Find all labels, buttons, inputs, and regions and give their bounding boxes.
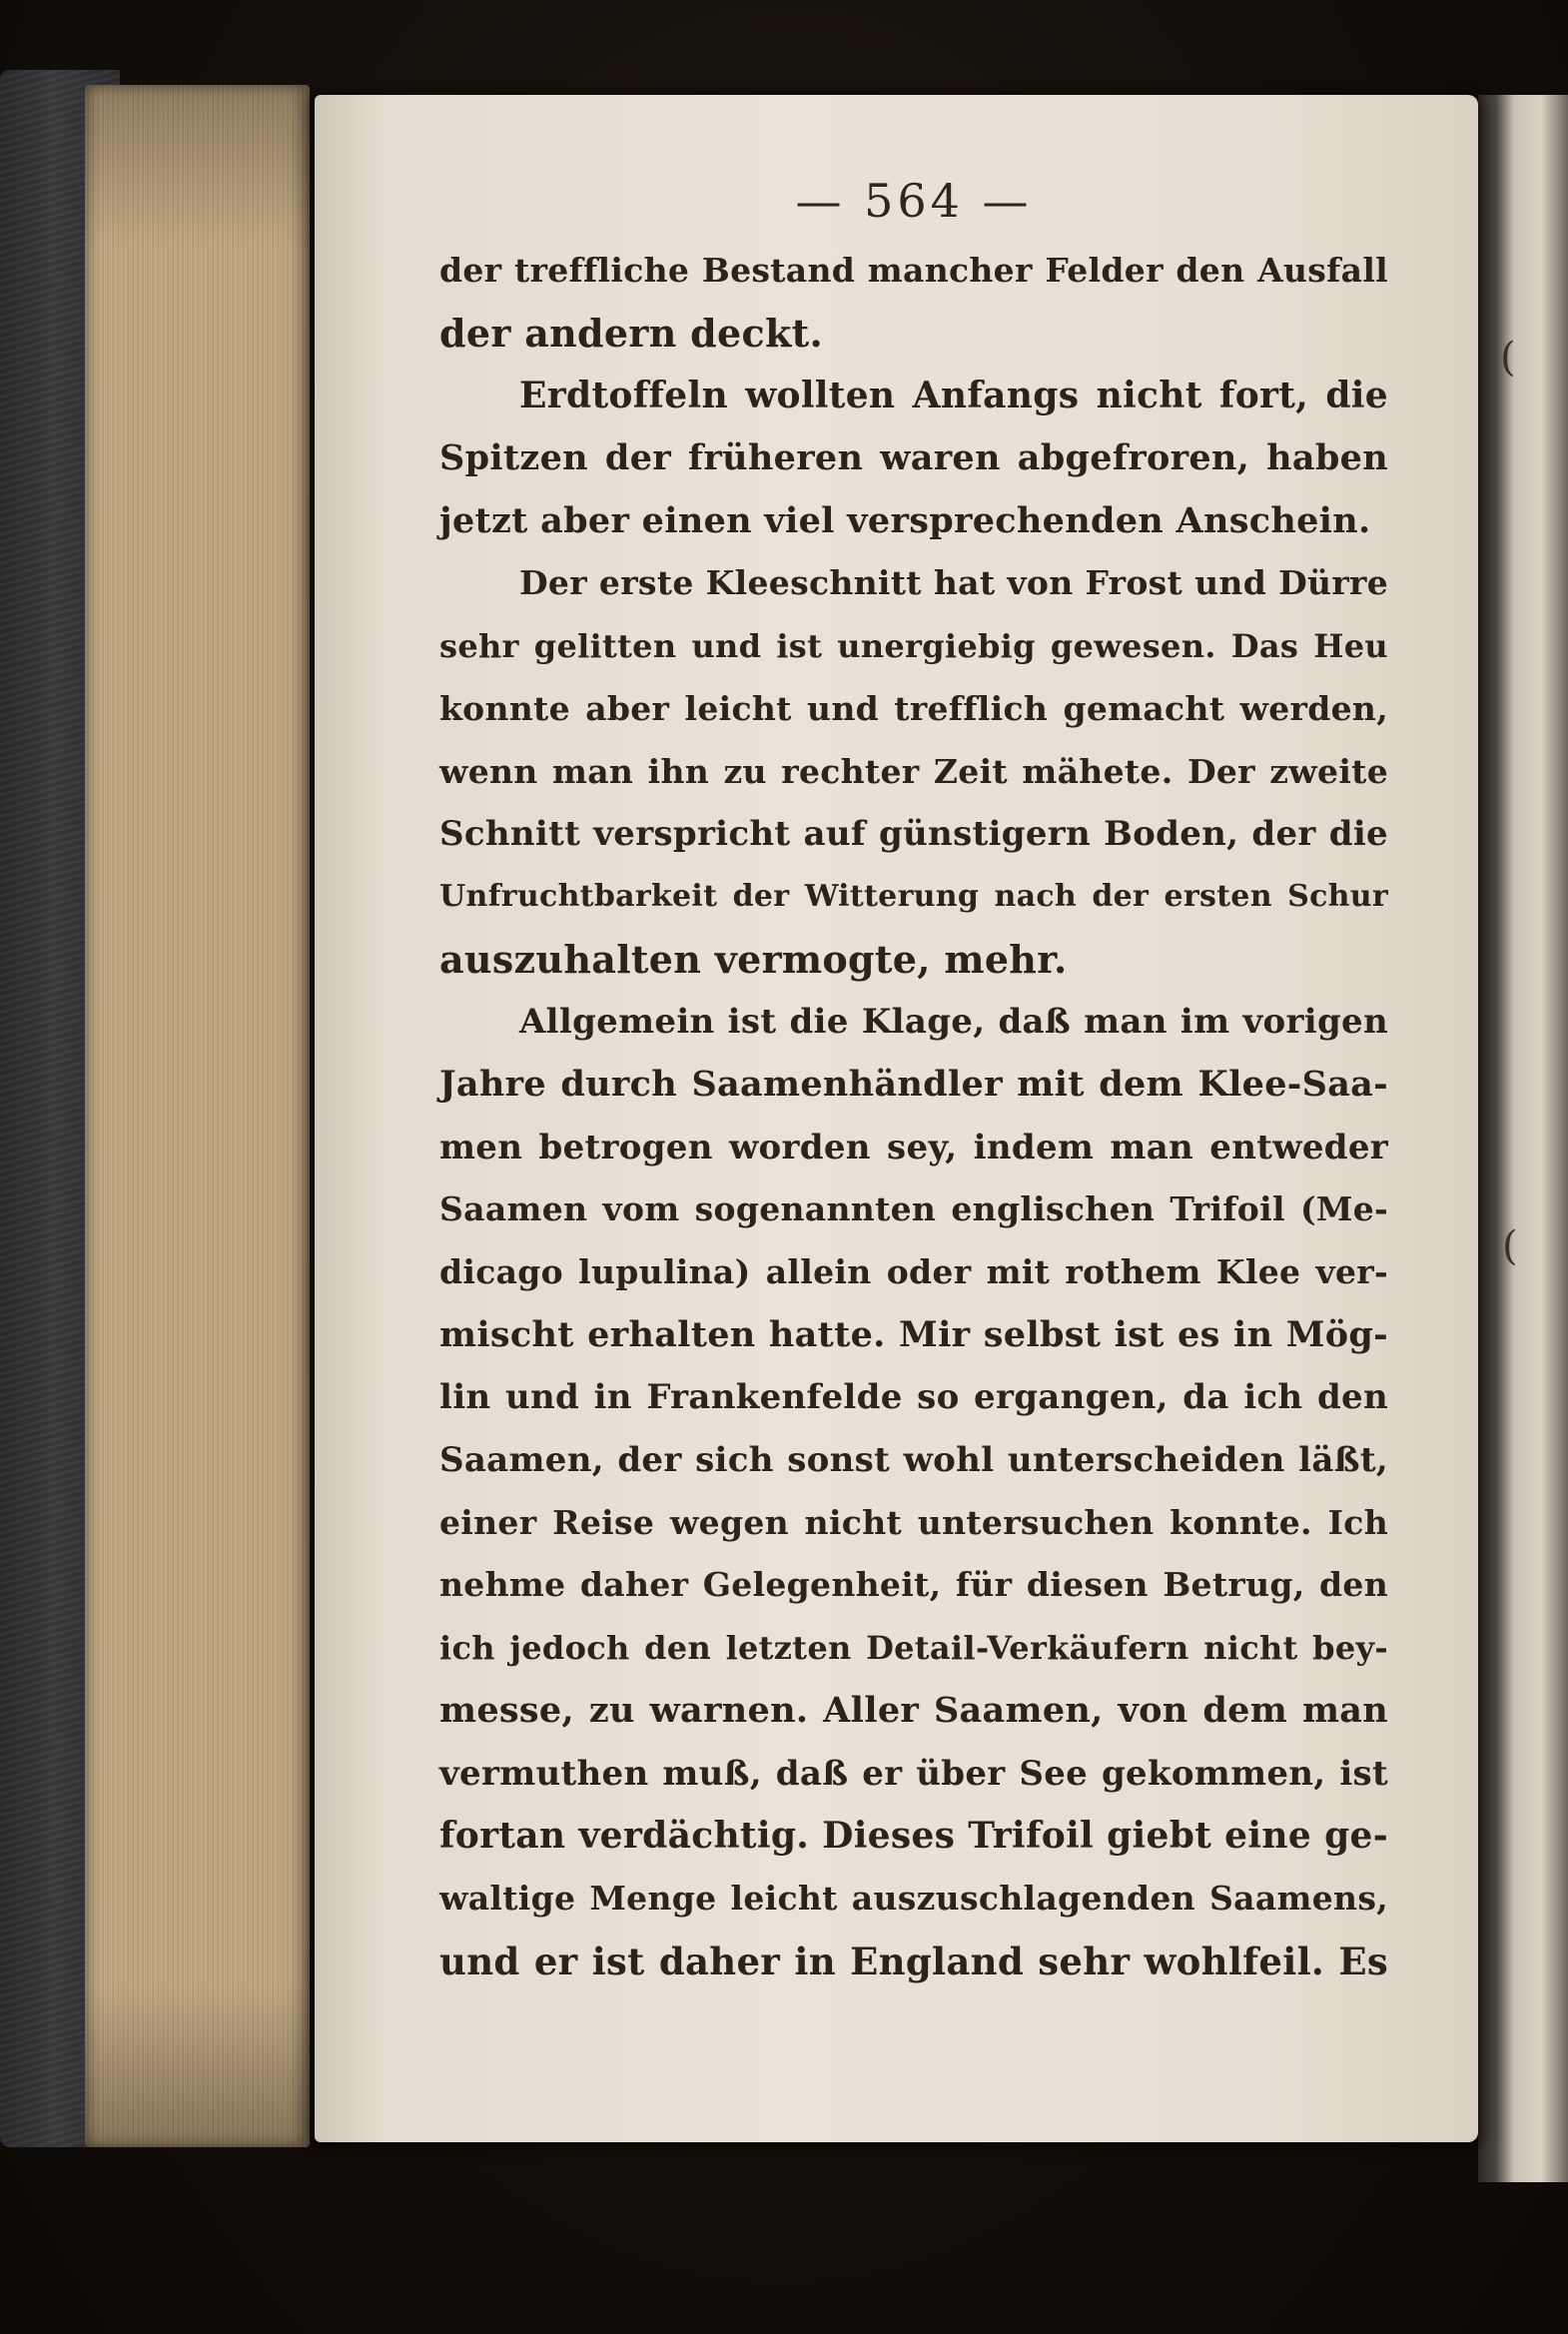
text-line: nehme daher Gelegenheit, für diesen Betrug, den xyxy=(439,1565,1388,1605)
text-line: Jahre durch Saamenhändler mit dem Klee-Saa- xyxy=(439,1063,1388,1105)
page-edges xyxy=(85,85,310,2147)
text-line: Der erste Kleeschnitt hat von Frost und Dürre xyxy=(519,563,1388,603)
text-line: mischt erhalten hatte. Mir selbst ist es in Mög- xyxy=(439,1313,1388,1355)
text-line: dicago lupulina) allein oder mit rothem Klee ver- xyxy=(439,1252,1388,1291)
text-line: jetzt aber einen viel versprechenden Anschein. xyxy=(439,499,1371,541)
text-line: Erdtoffeln wollten Anfangs nicht fort, die xyxy=(519,375,1388,417)
text-line: sehr gelitten und ist unergiebig gewesen. Das Heu xyxy=(439,627,1388,666)
text-line: konnte aber leicht und trefflich gemacht werden, xyxy=(439,688,1388,728)
page-number: — 564 — xyxy=(795,174,1033,228)
text-line: und er ist daher in England sehr wohlfeil. Es xyxy=(439,1939,1388,1983)
text-line: vermuthen muß, daß er über See gekommen, ist xyxy=(439,1753,1388,1794)
text-line: messe, zu warnen. Aller Saamen, von dem man xyxy=(439,1689,1388,1731)
text-line: Saamen vom sogenannten englischen Trifoil (Me- xyxy=(439,1189,1388,1229)
text-line: Saamen, der sich sonst wohl unterscheiden läßt, xyxy=(439,1440,1388,1481)
bleed-mark: ( xyxy=(1502,1223,1518,1269)
text-line: Unfruchtbarkeit der Witterung nach der ersten Schur xyxy=(439,878,1388,914)
page-text xyxy=(439,168,1388,1992)
bleed-mark: ( xyxy=(1500,335,1516,381)
next-page-edge xyxy=(1478,95,1568,2182)
text-line: ich jedoch den letzten Detail-Verkäufern nicht bey- xyxy=(439,1629,1388,1668)
text-line: Spitzen der früheren waren abgefroren, haben xyxy=(439,437,1388,479)
text-line: fortan verdächtig. Dieses Trifoil giebt eine ge- xyxy=(439,1815,1388,1858)
text-line: Schnitt verspricht auf günstigern Boden, der die xyxy=(439,814,1388,855)
text-lines xyxy=(439,240,1388,1992)
text-line: wenn man ihn zu rechter Zeit mähete. Der zweite xyxy=(439,751,1388,791)
text-line: der andern deckt. xyxy=(439,310,823,356)
text-line: lin und in Frankenfelde so ergangen, da ich den xyxy=(439,1377,1388,1418)
text-line: der treffliche Bestand mancher Felder den Ausfall xyxy=(439,251,1388,290)
text-line: einer Reise wegen nicht untersuchen konnte. Ich xyxy=(439,1502,1388,1542)
text-line: waltige Menge leicht auszuschlagenden Saamens, xyxy=(439,1878,1388,1918)
text-line: auszuhalten vermogte, mehr. xyxy=(439,936,1068,982)
text-line: men betrogen worden sey, indem man entweder xyxy=(439,1127,1388,1167)
text-line: Allgemein ist die Klage, daß man im vorigen xyxy=(519,1002,1388,1043)
